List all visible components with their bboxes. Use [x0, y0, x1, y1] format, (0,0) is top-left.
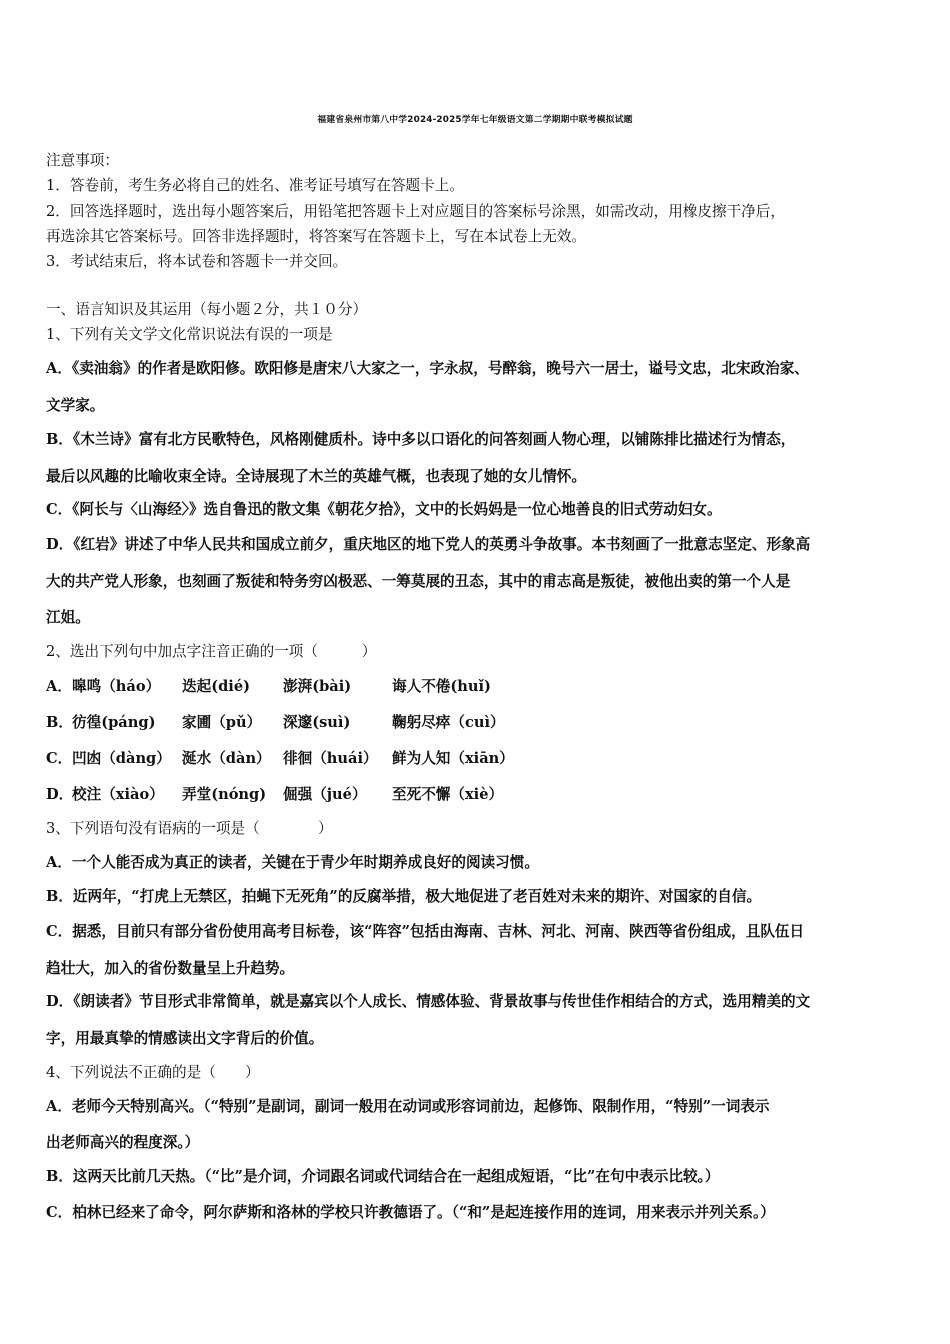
- option-word: 彷徨(páng): [72, 714, 156, 731]
- option-word: 倔强（jué）: [283, 786, 367, 803]
- notice-item: 2．回答选择题时，选出每小题答案后，用铅笔把答题卡上对应题目的答案标号涂黑，如需改动，用橡皮擦干净后，: [46, 203, 785, 220]
- option-word: 鞠躬尽瘁（cuì）: [392, 714, 505, 731]
- notice-heading: 注意事项：: [46, 152, 119, 169]
- option-label: C．: [46, 750, 73, 767]
- option-word: 家圃（pǔ）: [182, 714, 262, 731]
- q1-option-a-cont: 文学家。: [46, 397, 105, 414]
- option-word: 嗥鸣（háo）: [72, 678, 161, 695]
- option-word: 涎水（dàn）: [182, 750, 271, 767]
- q4-option-b: B．这两天比前几天热。（“比”是介词，介词跟名词或代词结合在一起组成短语，“比”在句中表示比较。）: [46, 1168, 720, 1185]
- q1-option-d-cont: 江姐。: [46, 609, 90, 626]
- option-word: 深邃(suì): [283, 714, 351, 731]
- q2-option-d: [46, 785, 503, 805]
- notice-item: 1．答卷前，考生务必将自己的姓名、准考证号填写在答题卡上。: [46, 177, 464, 194]
- q2-option-a: [46, 677, 491, 697]
- option-word: 诲人不倦(huǐ): [392, 678, 491, 695]
- q2-option-b: [46, 713, 505, 733]
- q1-option-b-cont: 最后以风趣的比喻收束全诗。全诗展现了木兰的英雄气概，也表现了她的女儿情怀。: [46, 468, 586, 485]
- question-2-stem: 2、选出下列句中加点字注音正确的一项（ ）: [46, 643, 377, 660]
- q1-option-d-cont: 大的共产党人形象，也刻画了叛徒和特务穷凶极恶、一筹莫展的丑态，其中的甫志高是叛徒，被他出卖的第一个人是: [46, 573, 791, 590]
- q3-option-d: D．《朗读者》节目形式非常简单，就是嘉宾以个人成长、情感体验、背景故事与传世佳作相结合的方式，选用精美的文: [46, 993, 811, 1010]
- notice-item: 3．考试结束后，将本试卷和答题卡一并交回。: [46, 253, 348, 270]
- q4-option-c: C．柏林已经来了命令，阿尔萨斯和洛林的学校只许教德语了。（“和”是起连接作用的连词，用来表示并列关系。）: [46, 1204, 775, 1221]
- option-word: 校注（xiào）: [72, 786, 164, 803]
- option-label: D．: [46, 786, 74, 803]
- q3-option-b: B．近两年，“打虎上无禁区，拍蝇下无死角”的反腐举措，极大地促进了老百姓对未来的期许、对国家的自信。: [46, 888, 762, 905]
- q2-option-c: [46, 749, 514, 769]
- q1-option-d: D．《红岩》讲述了中华人民共和国成立前夕，重庆地区的地下党人的英勇斗争故事。本书刻画了一批意志坚定、形象高: [46, 536, 811, 553]
- q4-option-a: A．老师今天特别高兴。（“特别”是副词，副词一般用在动词或形容词前边，起修饰、限制作用，“特别”一词表示: [46, 1098, 770, 1115]
- section-heading: 一、语言知识及其运用（每小题２分，共１０分）: [46, 301, 368, 318]
- q1-option-a: A．《卖油翁》的作者是欧阳修。欧阳修是唐宋八大家之一，字永叔，号醉翁，晚号六一居士，谥号文忠，北宋政治家、: [46, 360, 809, 377]
- q1-option-b: B．《木兰诗》富有北方民歌特色，风格刚健质朴。诗中多以口语化的问答刻画人物心理，以铺陈排比描述行为情态，: [46, 431, 796, 448]
- notice-item: 再选涂其它答案标号。回答非选择题时，将答案写在答题卡上，写在本试卷上无效。: [46, 228, 586, 245]
- q3-option-d-cont: 字，用最真挚的情感读出文字背后的价值。: [46, 1030, 324, 1047]
- option-word: 至死不懈（xiè）: [392, 786, 504, 803]
- option-word: 徘徊（huái）: [283, 750, 378, 767]
- page-title: 福建省泉州市第八中学2024-2025学年七年级语文第二学期期中联考模拟试题: [317, 115, 633, 125]
- question-1-stem: 1、下列有关文学文化常识说法有误的一项是: [46, 326, 333, 343]
- option-word: 凹凼（dàng）: [72, 750, 171, 767]
- option-word: 迭起(dié): [182, 678, 251, 695]
- q3-option-c: C．据悉，目前只有部分省份使用高考目标卷，该“阵容”包括由海南、吉林、河北、河南、陕西等省份组成，且队伍日: [46, 923, 805, 940]
- question-4-stem: 4、下列说法不正确的是（ ）: [46, 1064, 260, 1081]
- question-3-stem: 3、下列语句没有语病的一项是（ ）: [46, 820, 333, 837]
- option-word: 鲜为人知（xiān）: [392, 750, 514, 767]
- q3-option-c-cont: 趋壮大，加入的省份数量呈上升趋势。: [46, 960, 295, 977]
- option-label: B．: [46, 714, 73, 731]
- q1-option-c: C．《阿长与〈山海经〉》选自鲁迅的散文集《朝花夕拾》，文中的长妈妈是一位心地善良的旧式劳动妇女。: [46, 501, 722, 518]
- option-label: A．: [46, 678, 72, 695]
- q4-option-a-cont: 出老师高兴的程度深。）: [46, 1134, 200, 1151]
- option-word: 弄堂(nóng): [182, 786, 267, 803]
- option-word: 澎湃(bài): [283, 678, 352, 695]
- q3-option-a: A．一个人能否成为真正的读者，关键在于青少年时期养成良好的阅读习惯。: [46, 854, 539, 871]
